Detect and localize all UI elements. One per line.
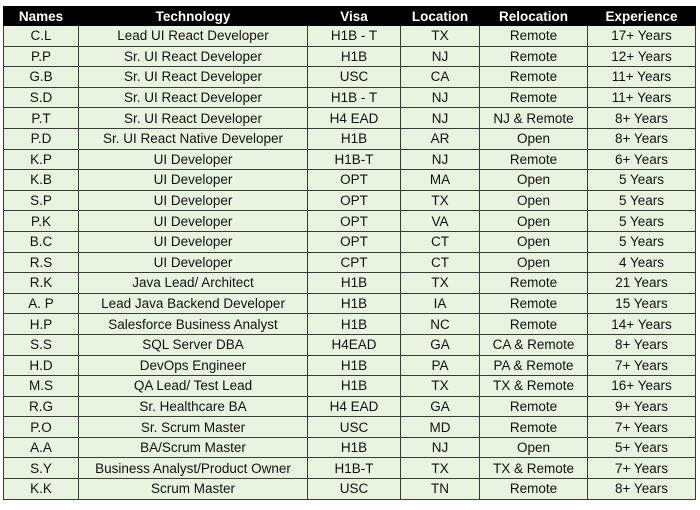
cell-experience: 7+ Years <box>588 417 696 438</box>
cell-name: R.S <box>4 252 79 273</box>
cell-relocation: Remote <box>480 314 588 335</box>
table-row <box>4 149 696 170</box>
cell-relocation: TX & Remote <box>480 376 588 397</box>
cell-experience: 8+ Years <box>588 479 696 500</box>
cell-location: CT <box>401 231 480 252</box>
cell-visa: H1B - T <box>308 26 401 47</box>
cell-location: NJ <box>401 108 480 129</box>
cell-technology: Salesforce Business Analyst <box>79 314 308 335</box>
cell-visa: CPT <box>308 252 401 273</box>
cell-relocation: Remote <box>480 67 588 88</box>
header-experience: Experience <box>588 7 696 26</box>
cell-experience: 5 Years <box>588 170 696 191</box>
cell-visa: H1B <box>308 128 401 149</box>
table-row <box>4 211 696 232</box>
table-row <box>4 355 696 376</box>
cell-visa: OPT <box>308 231 401 252</box>
table-row <box>4 417 696 438</box>
cell-name: K.B <box>4 170 79 191</box>
cell-experience: 17+ Years <box>588 26 696 47</box>
cell-name: H.P <box>4 314 79 335</box>
cell-visa: OPT <box>308 211 401 232</box>
cell-visa: H1B <box>308 437 401 458</box>
cell-name: H.D <box>4 355 79 376</box>
cell-visa: H4 EAD <box>308 108 401 129</box>
cell-visa: H1B <box>308 376 401 397</box>
candidates-table-wrapper <box>3 6 696 500</box>
cell-technology: Scrum Master <box>79 479 308 500</box>
cell-visa: H1B - T <box>308 87 401 108</box>
table-header <box>4 7 696 26</box>
cell-experience: 8+ Years <box>588 128 696 149</box>
cell-technology: QA Lead/ Test Lead <box>79 376 308 397</box>
cell-experience: 5 Years <box>588 190 696 211</box>
cell-location: AR <box>401 128 480 149</box>
cell-technology: UI Developer <box>79 231 308 252</box>
cell-relocation: Remote <box>480 396 588 417</box>
cell-visa: H1B <box>308 273 401 294</box>
table-row <box>4 458 696 479</box>
cell-name: P.O <box>4 417 79 438</box>
header-relocation: Relocation <box>480 7 588 26</box>
cell-technology: Lead Java Backend Developer <box>79 293 308 314</box>
cell-location: CA <box>401 67 480 88</box>
cell-experience: 5 Years <box>588 211 696 232</box>
cell-name: M.S <box>4 376 79 397</box>
cell-relocation: Open <box>480 231 588 252</box>
table-row <box>4 170 696 191</box>
cell-technology: DevOps Engineer <box>79 355 308 376</box>
cell-technology: UI Developer <box>79 149 308 170</box>
cell-name: R.G <box>4 396 79 417</box>
cell-location: CT <box>401 252 480 273</box>
cell-location: TX <box>401 190 480 211</box>
cell-visa: USC <box>308 67 401 88</box>
cell-relocation: Open <box>480 170 588 191</box>
cell-experience: 14+ Years <box>588 314 696 335</box>
table-body <box>4 26 696 500</box>
cell-relocation: Remote <box>480 273 588 294</box>
cell-technology: Sr. Healthcare BA <box>79 396 308 417</box>
cell-technology: UI Developer <box>79 190 308 211</box>
cell-name: C.L <box>4 26 79 47</box>
cell-technology: UI Developer <box>79 211 308 232</box>
cell-location: NC <box>401 314 480 335</box>
cell-technology: Sr. Scrum Master <box>79 417 308 438</box>
cell-technology: Lead UI React Developer <box>79 26 308 47</box>
table-row <box>4 334 696 355</box>
cell-visa: H1B <box>308 46 401 67</box>
cell-experience: 8+ Years <box>588 108 696 129</box>
cell-relocation: Open <box>480 128 588 149</box>
header-technology: Technology <box>79 7 308 26</box>
cell-technology: Sr. UI React Developer <box>79 46 308 67</box>
cell-location: TX <box>401 376 480 397</box>
cell-relocation: Remote <box>480 293 588 314</box>
cell-visa: H1B <box>308 355 401 376</box>
cell-location: TX <box>401 273 480 294</box>
cell-location: TN <box>401 479 480 500</box>
cell-visa: H1B <box>308 314 401 335</box>
cell-name: P.P <box>4 46 79 67</box>
cell-name: A.A <box>4 437 79 458</box>
table-row <box>4 479 696 500</box>
cell-visa: H4 EAD <box>308 396 401 417</box>
cell-location: VA <box>401 211 480 232</box>
cell-relocation: Open <box>480 190 588 211</box>
cell-relocation: Remote <box>480 417 588 438</box>
table-row <box>4 108 696 129</box>
cell-experience: 5 Years <box>588 231 696 252</box>
cell-visa: H1B-T <box>308 149 401 170</box>
cell-technology: UI Developer <box>79 170 308 191</box>
table-row <box>4 376 696 397</box>
cell-visa: USC <box>308 479 401 500</box>
cell-name: P.T <box>4 108 79 129</box>
cell-experience: 6+ Years <box>588 149 696 170</box>
cell-location: MD <box>401 417 480 438</box>
cell-visa: H1B-T <box>308 458 401 479</box>
cell-visa: H4EAD <box>308 334 401 355</box>
cell-experience: 11+ Years <box>588 87 696 108</box>
cell-technology: Java Lead/ Architect <box>79 273 308 294</box>
cell-relocation: CA & Remote <box>480 334 588 355</box>
cell-relocation: Open <box>480 252 588 273</box>
table-row <box>4 67 696 88</box>
table-row <box>4 128 696 149</box>
cell-name: P.K <box>4 211 79 232</box>
cell-visa: USC <box>308 417 401 438</box>
cell-location: NJ <box>401 46 480 67</box>
header-visa: Visa <box>308 7 401 26</box>
table-row <box>4 87 696 108</box>
header-row <box>4 7 696 26</box>
cell-relocation: Remote <box>480 46 588 67</box>
cell-experience: 9+ Years <box>588 396 696 417</box>
table-row <box>4 46 696 67</box>
cell-location: GA <box>401 334 480 355</box>
cell-name: P.D <box>4 128 79 149</box>
cell-visa: H1B <box>308 293 401 314</box>
cell-relocation: Open <box>480 211 588 232</box>
cell-location: TX <box>401 458 480 479</box>
table-row <box>4 231 696 252</box>
cell-location: TX <box>401 26 480 47</box>
cell-technology: Sr. UI React Native Developer <box>79 128 308 149</box>
cell-relocation: PA & Remote <box>480 355 588 376</box>
cell-technology: Sr. UI React Developer <box>79 67 308 88</box>
cell-location: NJ <box>401 87 480 108</box>
cell-relocation: Remote <box>480 149 588 170</box>
cell-experience: 16+ Years <box>588 376 696 397</box>
cell-relocation: Remote <box>480 26 588 47</box>
cell-name: K.P <box>4 149 79 170</box>
cell-experience: 5+ Years <box>588 437 696 458</box>
table-row <box>4 293 696 314</box>
table-row <box>4 437 696 458</box>
cell-experience: 15 Years <box>588 293 696 314</box>
cell-technology: BA/Scrum Master <box>79 437 308 458</box>
cell-name: A. P <box>4 293 79 314</box>
cell-experience: 11+ Years <box>588 67 696 88</box>
cell-relocation: TX & Remote <box>480 458 588 479</box>
cell-name: K.K <box>4 479 79 500</box>
cell-experience: 7+ Years <box>588 458 696 479</box>
cell-name: R.K <box>4 273 79 294</box>
cell-location: PA <box>401 355 480 376</box>
cell-technology: Business Analyst/Product Owner <box>79 458 308 479</box>
cell-relocation: Open <box>480 437 588 458</box>
cell-location: IA <box>401 293 480 314</box>
table-row <box>4 252 696 273</box>
cell-technology: Sr. UI React Developer <box>79 108 308 129</box>
cell-experience: 21 Years <box>588 273 696 294</box>
cell-name: B.C <box>4 231 79 252</box>
table-row <box>4 314 696 335</box>
cell-experience: 4 Years <box>588 252 696 273</box>
table-row <box>4 396 696 417</box>
table-row <box>4 190 696 211</box>
cell-relocation: Remote <box>480 87 588 108</box>
cell-location: NJ <box>401 149 480 170</box>
cell-name: G.B <box>4 67 79 88</box>
cell-technology: Sr. UI React Developer <box>79 87 308 108</box>
cell-experience: 8+ Years <box>588 334 696 355</box>
table-row <box>4 273 696 294</box>
header-names: Names <box>4 7 79 26</box>
table-row <box>4 26 696 47</box>
cell-relocation: Remote <box>480 479 588 500</box>
cell-relocation: NJ & Remote <box>480 108 588 129</box>
cell-technology: SQL Server DBA <box>79 334 308 355</box>
cell-name: S.Y <box>4 458 79 479</box>
candidates-table <box>3 6 696 500</box>
cell-location: NJ <box>401 437 480 458</box>
cell-experience: 7+ Years <box>588 355 696 376</box>
cell-name: S.S <box>4 334 79 355</box>
cell-technology: UI Developer <box>79 252 308 273</box>
cell-name: S.P <box>4 190 79 211</box>
cell-visa: OPT <box>308 190 401 211</box>
cell-name: S.D <box>4 87 79 108</box>
cell-visa: OPT <box>308 170 401 191</box>
cell-experience: 12+ Years <box>588 46 696 67</box>
header-location: Location <box>401 7 480 26</box>
cell-location: GA <box>401 396 480 417</box>
cell-location: MA <box>401 170 480 191</box>
